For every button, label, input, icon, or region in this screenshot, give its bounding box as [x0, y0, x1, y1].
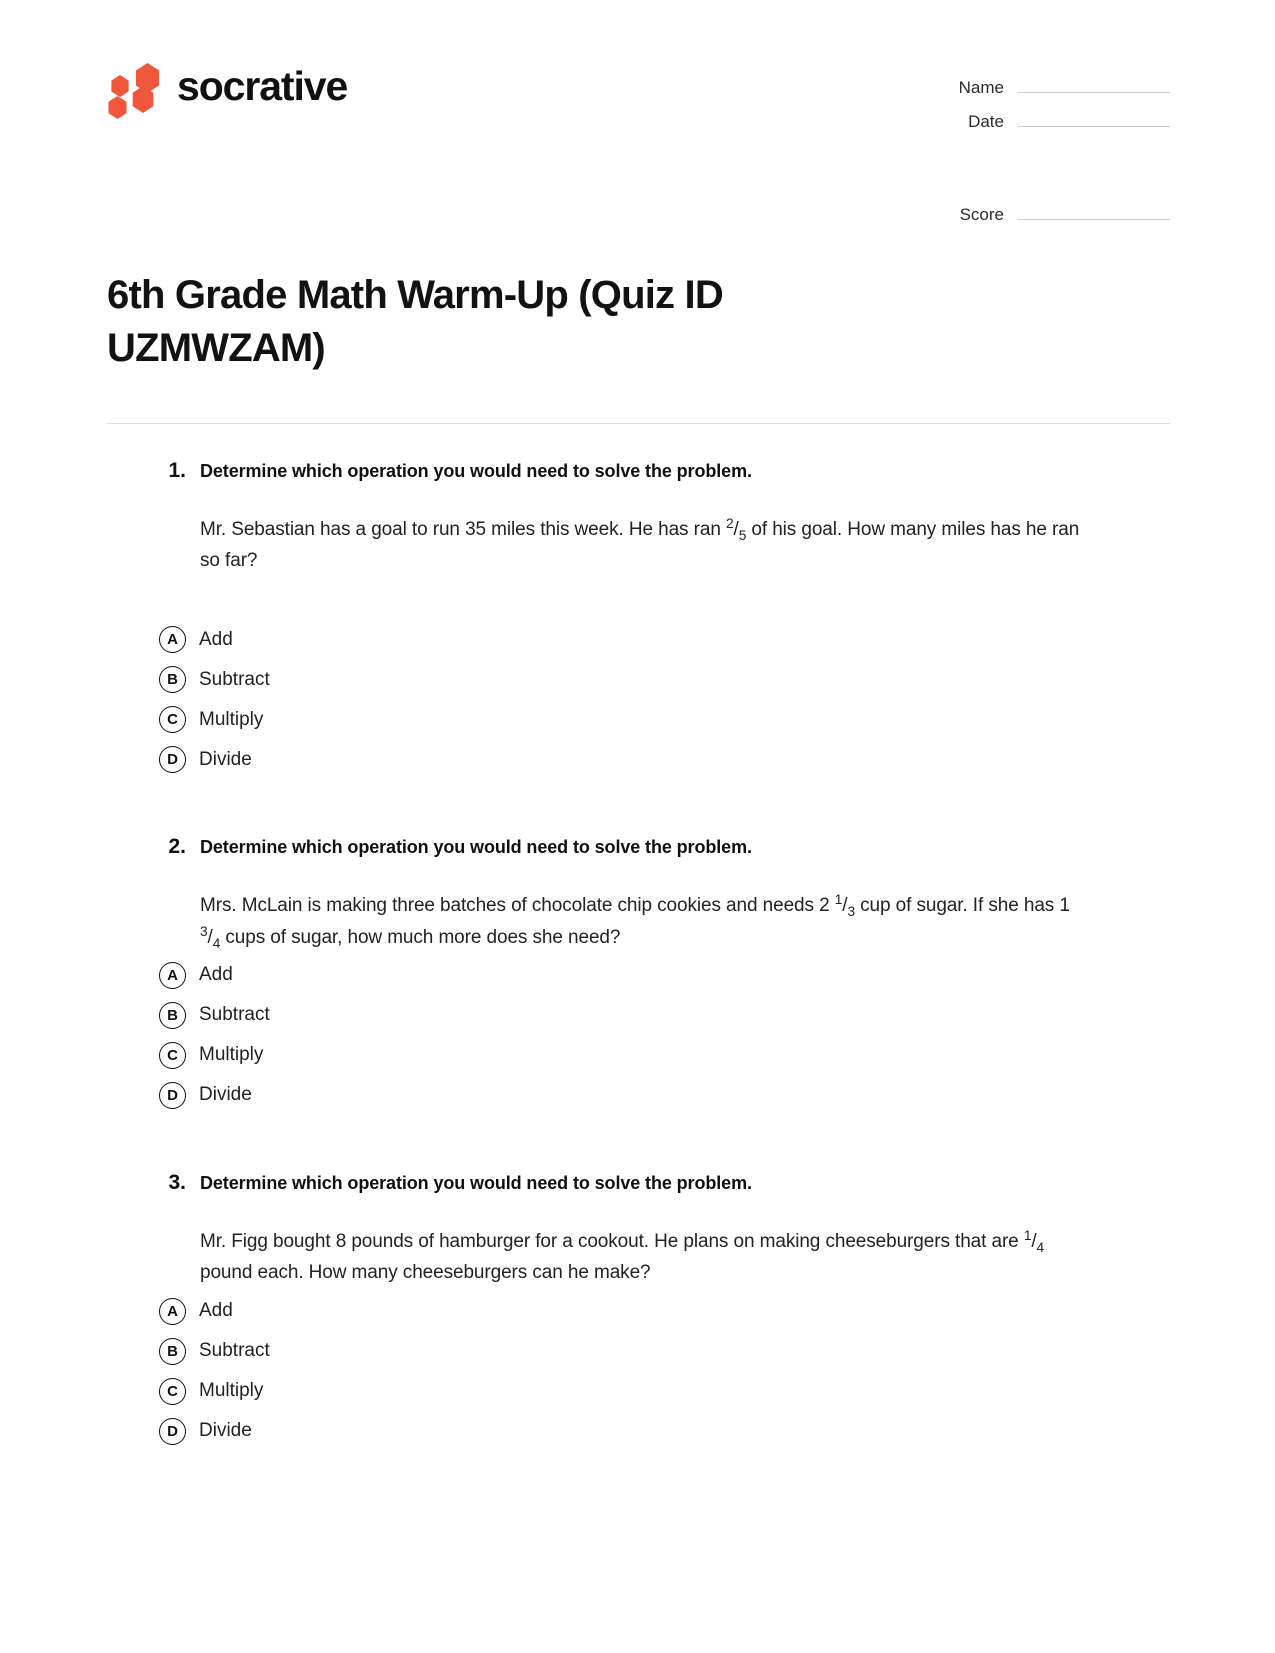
question-header	[107, 835, 1170, 859]
fraction: $^1/_4$	[1023, 1228, 1045, 1255]
answer-option[interactable]	[159, 962, 1170, 989]
answer-option[interactable]	[159, 626, 1170, 653]
name-input-line[interactable]	[1018, 75, 1170, 93]
answer-option[interactable]	[159, 1082, 1170, 1109]
answer-option[interactable]	[159, 666, 1170, 693]
worksheet-header	[0, 0, 1275, 375]
option-bubble-a[interactable]: A	[159, 626, 186, 653]
score-input-line[interactable]	[1018, 202, 1170, 220]
question-prompt: Determine which operation you would need to solve the problem.	[200, 1172, 752, 1193]
option-bubble-b[interactable]: B	[159, 1338, 186, 1365]
option-bubble-d[interactable]: D	[159, 1418, 186, 1445]
question-body: Mrs. McLain is making three batches of chocolate chip cookies and needs 2 $^1/_3$ cup of sugar. If she has 1 $^3/_4$ cups of sugar, how much more does she need?	[200, 892, 1070, 951]
header-divider	[107, 423, 1170, 424]
answer-option[interactable]	[159, 1338, 1170, 1365]
date-input-line[interactable]	[1018, 109, 1170, 127]
option-bubble-a[interactable]: A	[159, 962, 186, 989]
option-label-a: Add	[199, 964, 233, 986]
answer-option[interactable]	[159, 746, 1170, 773]
question-item	[107, 459, 1170, 774]
question-prompt: Determine which operation you would need to solve the problem.	[200, 837, 752, 858]
student-info-block	[930, 60, 1170, 236]
answer-options	[159, 1298, 1170, 1445]
option-label-a: Add	[199, 628, 233, 650]
answer-option[interactable]	[159, 1298, 1170, 1325]
answer-option[interactable]	[159, 1042, 1170, 1069]
score-field-row	[930, 202, 1170, 225]
option-label-b: Subtract	[199, 668, 270, 690]
option-bubble-b[interactable]: B	[159, 1002, 186, 1029]
question-item	[107, 835, 1170, 1109]
question-body: Mr. Sebastian has a goal to run 35 miles this week. He has ran $^2/_5$ of his goal. How many miles has he ran so far?	[200, 515, 1080, 571]
option-label-b: Subtract	[199, 1340, 270, 1362]
answer-options	[159, 962, 1170, 1109]
answer-option[interactable]	[159, 1002, 1170, 1029]
fraction: $^1/_3$	[834, 892, 855, 920]
option-bubble-c[interactable]: C	[159, 1042, 186, 1069]
fraction: $^2/_5$	[725, 515, 747, 543]
question-header	[107, 1171, 1170, 1195]
hexagon-shape-1	[134, 63, 161, 93]
option-bubble-d[interactable]: D	[159, 746, 186, 773]
option-label-a: Add	[199, 1300, 233, 1322]
option-label-c: Multiply	[199, 708, 264, 730]
question-body: Mr. Figg bought 8 pounds of hamburger for a cookout. He plans on making cheeseburgers that are $^1/_4$ pound each. How many cheeseburgers can he make?	[200, 1228, 1045, 1284]
answer-option[interactable]	[159, 1418, 1170, 1445]
question-header	[107, 459, 1170, 483]
name-label: Name	[958, 78, 1004, 97]
page-title: 6th Grade Math Warm-Up (Quiz ID UZMWZAM)	[107, 273, 723, 370]
question-number: 1.	[168, 458, 186, 482]
option-bubble-a[interactable]: A	[159, 1298, 186, 1325]
option-label-b: Subtract	[199, 1004, 270, 1026]
hexagon-shape-4	[107, 96, 128, 119]
score-label: Score	[959, 205, 1004, 224]
socrative-hexagon-icon	[107, 63, 163, 113]
name-field-row	[930, 75, 1170, 98]
answer-option[interactable]	[159, 706, 1170, 733]
option-bubble-c[interactable]: C	[159, 706, 186, 733]
option-label-d: Divide	[199, 748, 252, 770]
question-list	[0, 459, 1275, 1445]
brand-name: socrative	[177, 63, 348, 109]
option-bubble-b[interactable]: B	[159, 666, 186, 693]
option-bubble-c[interactable]: C	[159, 1378, 186, 1405]
question-prompt: Determine which operation you would need to solve the problem.	[200, 460, 752, 481]
question-number: 3.	[168, 1170, 186, 1194]
answer-options	[159, 626, 1170, 773]
hexagon-shape-3	[110, 75, 130, 97]
option-label-d: Divide	[199, 1084, 252, 1106]
option-label-c: Multiply	[199, 1380, 264, 1402]
option-label-d: Divide	[199, 1420, 252, 1442]
date-label: Date	[968, 112, 1004, 131]
question-item	[107, 1171, 1170, 1445]
answer-option[interactable]	[159, 1378, 1170, 1405]
question-number: 2.	[168, 835, 186, 859]
socrative-logo	[107, 60, 347, 116]
fraction: $^3/_4$	[200, 923, 221, 951]
option-bubble-d[interactable]: D	[159, 1082, 186, 1109]
date-field-row	[930, 109, 1170, 132]
option-label-c: Multiply	[199, 1044, 264, 1066]
